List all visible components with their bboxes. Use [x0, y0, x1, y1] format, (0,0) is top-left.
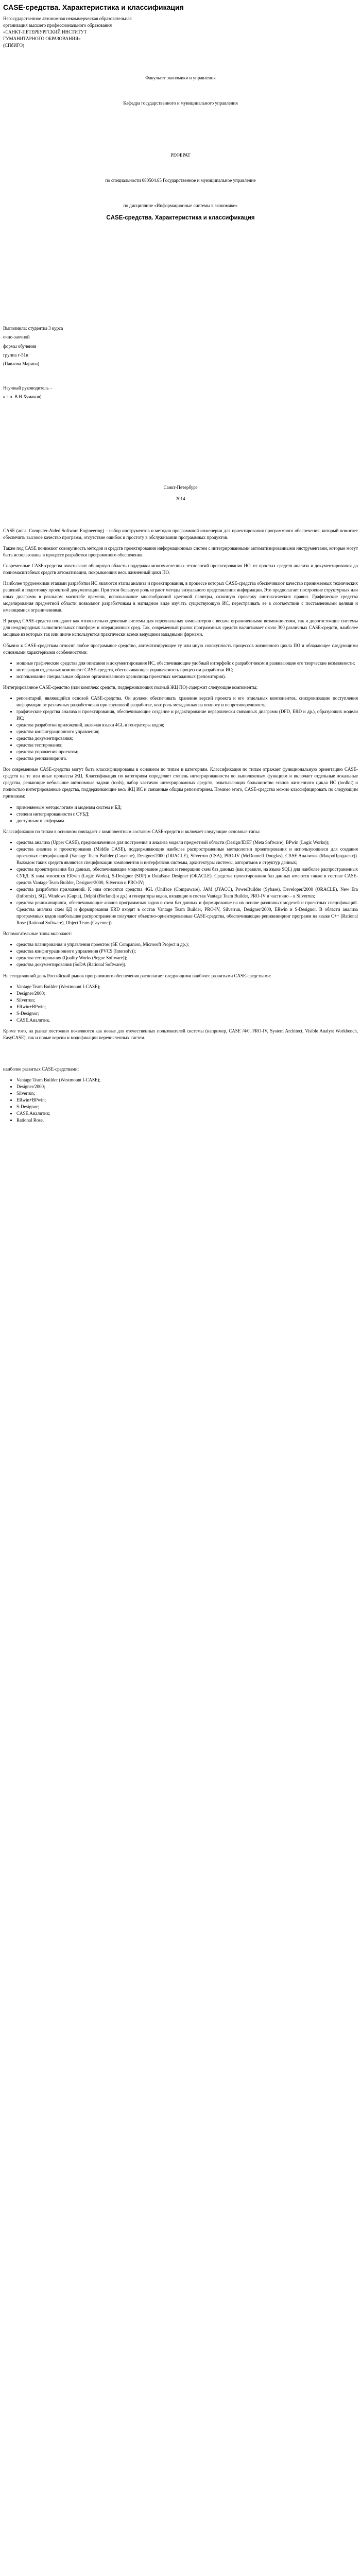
list-item: • средства тестирования (Quality Works (Segue Software));	[16, 955, 358, 961]
list-item: • ERwin+BPwin;	[16, 1004, 358, 1010]
paragraph: Обычно к CASE-средствам относят любое программное средство, автоматизирующее ту или иную совокупность процессов жизненного цикла ПО и обладающее следующими основными характерными особенностями:	[3, 642, 358, 655]
developed-list	[3, 1077, 358, 1124]
list-item: • Vantage Team Builder (Westmount I-CASE);	[16, 1077, 358, 1083]
document-page	[0, 0, 361, 1124]
student-line: (Павлова Марина)	[3, 361, 40, 366]
list-item: • ERwin+BPwin;	[16, 1097, 358, 1104]
list-item: • Silverrun;	[16, 997, 358, 1004]
list-item: • средства анализа (Upper CASE), предназначенные для построения и анализа модели предметной области (Design/IDEF (Meta Software), BPwin (Logic Works));	[16, 839, 358, 846]
list-item: • CASE.Аналитик.	[16, 1017, 358, 1024]
city: Санкт-Петербург	[163, 484, 198, 490]
list-item: • средства проектирования баз данных, обеспечивающие моделирование данных и генерацию схем баз данных (как правило, на языке SQL) для наиболее распространенных СУБД. К ним относятся ERwin (Logic Works), S-Designor (SDP) и DataBase Designer (ORACLE). Средства проектирования баз данных имеются также в составе CASE-средств Vantage Team Builder, Designer/2000, Silverrun и PRO-IV;	[16, 866, 358, 886]
specialty: по специальности 080504.65 Государственное и муниципальное управление	[105, 177, 256, 183]
list-item: • средства разработки приложений, включая языки 4GL и генераторы кодов;	[16, 722, 358, 728]
list-item: • использование специальным образом организованного хранилища проектных метаданных (репозитория).	[16, 673, 358, 680]
list-item: • средства конфигурационного управления (PVCS (Intersolv));	[16, 948, 358, 955]
header-line: «САНКТ-ПЕТЕРБУРГСКИЙ ИНСТИТУТ	[3, 29, 87, 35]
list-item: • средства планирования и управления проектом (SE Companion, Microsoft Project и др.);	[16, 941, 358, 948]
student-line: очно-заочной	[3, 334, 30, 340]
institution-header	[3, 15, 358, 49]
paragraph: Наиболее трудоемкими этапами разработки ИС являются этапы анализа и проектирования, в процессе которых CASE-средства обеспечивают качество принимаемых технических решений и подготовку проектной документации. При этом большую роль играют методы визуального представления информации. Это предполагает построение структурных или иных диаграмм в реальном масштабе времени, использование многообразной цветовой палитры, сквозную проверку синтаксических правил. Графические средства моделирования предметной области позволяют разработчикам в наглядном виде изучать существующую ИС, перестраивать ее в соответствии с поставленными целями и имеющимися ограничениями.	[3, 581, 358, 613]
list-item: • Designer/2000;	[16, 1083, 358, 1090]
market-list	[3, 984, 358, 1024]
supervisor-block	[3, 385, 358, 400]
year: 2014	[176, 496, 185, 501]
list-item: • средства реинжиниринга, обеспечивающие анализ программных кодов и схем баз данных и формирование на их основе различных моделей и проектных спецификаций. Средства анализа схем БД и формирования ERD входят в состав Vantage Team Builder, PRO-IV, Silverrun, Designer/2000, ERwin и S-Designor. В области анализа программных кодов наибольшее распространение получают объектно-ориентированные CASE-средства, обеспечивающие реинжиниринг программ на языке С++ (Rational Rose (Rational Software), Object Team (Cayenne)).	[16, 900, 358, 926]
list-item: • графические средства анализа и проектирования, обеспечивающие создание и редактирование иерархически связанных диаграмм (DFD, ERD и др.), образующих модели ИС;	[16, 708, 358, 722]
list-item: • степени интегрированности с СУБД;	[16, 811, 358, 818]
paragraph: Кроме того, на рынке постоянно появляются как новые для отечественных пользователей системы (например, CASE /4/0, PRO-IV, System Architect, Visible Analyst Workbench, EasyCASE), так и новые версии и модификации перечисленных систем.	[3, 1028, 358, 1040]
types-list	[3, 839, 358, 927]
paragraph: наиболее развитых CASE-средствами:	[3, 1066, 79, 1072]
list-item: • Rational Rose.	[16, 1117, 358, 1124]
document-title: CASE-средства. Характеристика и классификация	[3, 3, 184, 11]
list-item: • S-Designor;	[16, 1104, 358, 1110]
paragraph: Вспомогательные типы включают:	[3, 931, 72, 937]
list-item: • CASE.Аналитик;	[16, 1110, 358, 1117]
header-line: Негосударственное автономная некоммерческая образовательная	[3, 16, 132, 22]
student-line: формы обучения	[3, 343, 37, 349]
supervisor-line: Научный руководитель –	[3, 385, 53, 391]
header-line: (СПбИГО)	[3, 43, 25, 48]
header-line: организация высшего профессионального образования	[3, 23, 112, 28]
list-item: • Silverrun;	[16, 1090, 358, 1097]
paragraph: В разряд CASE-средств попадают как относительно дешевые системы для персональных компьютеров с весьма ограниченными возможностями, так и дорогостоящие системы для неоднородных вычислительных платформ и операционных сред. Так, современный рынок программных средств насчитывает около 300 различных CASE-средств, наиболее мощные из которых так или иначе используются практически всеми ведущими западными фирмами.	[3, 618, 358, 637]
header-line: ГУМАНИТАРНОГО ОБРАЗОВАНИЯ»	[3, 36, 81, 42]
supervisor-line: к.э.н. В.Н.Хумаков)	[3, 394, 42, 399]
student-line: группа г-51и	[3, 352, 28, 358]
list-item: • средства тестирования;	[16, 742, 358, 749]
paragraph: На сегодняшний день Российский рынок программного обеспечения располагает следующими наиболее развитыми CASE-средствами:	[3, 973, 271, 978]
document-body	[3, 528, 358, 1124]
list-item: • Vantage Team Builder (Westmount I-CASE);	[16, 984, 358, 990]
paragraph: Интегрированное CASE-средство (или комплекс средств, поддерживающих полный ЖЦ ПО) содержит следующие компоненты;	[3, 684, 258, 690]
list-item: • интеграция отдельных компонент CASE-средств, обеспечивающая управляемость процессом разработки ИС;	[16, 667, 358, 673]
main-title: CASE-средства. Характеристика и классификация	[106, 214, 255, 221]
faculty: Факультет экономики и управления	[145, 75, 216, 80]
features-list	[3, 660, 358, 680]
student-block	[3, 325, 358, 367]
paragraph: Также под CASE понимают совокупность методов и средств проектирования информационных систем с интегрированными автоматизированными инструментами, которые могут быть использованы в процессе разработки программного обеспечения.	[3, 545, 358, 557]
paragraph: CASE (англ. Computer-Aided Software Engineering) – набор инструментов и методов программной инженерии для проектирования программного обеспечения, который помогает обеспечить высокое качество программ, отсутствие ошибок и простоту в обслуживании программных продуктов.	[3, 528, 358, 540]
discipline: по дисциплине «Информационные системы в экономике»	[123, 202, 238, 208]
paragraph: Классификация по типам в основном совпадает с компонентным составом CASE-средств и включает следующие основные типы:	[3, 828, 260, 834]
list-item: • мощные графические средства для описания и документирования ИС, обеспечивающие удобный интерфейс с разработчиком и развивающие его творческие возможности;	[16, 660, 358, 667]
list-item: • S-Designor;	[16, 1010, 358, 1017]
paragraph: Все современные CASE-средства могут быть классифицированы в основном по типам и категориям. Классификация по типам отражает функциональную ориентацию CASE-средств на те или иные процессы ЖЦ. Классификация по категориям определяет степень интегрированности по выполняемым функциям и включает отдельные локальные средства, решающие небольшие автономные задачи (tools), набор частично интегрированных средств, охватывающих большинство этапов жизненного цикла ИС (toolkit) и полностью интегрированные средства, поддерживающие весь ЖЦ ИС и связанные общим репозиторием. Помимо этого, CASE-средства можно классифицировать по следующим признакам:	[3, 767, 358, 799]
list-item: • средства анализа и проектирования (Middle CASE), поддерживающие наиболее распространенные методологии проектирования и использующиеся для создания проектных спецификаций (Vantage Team Builder (Cayenne), Designer/2000 (ORACLE), Silverrun (CSA), PRO-IV (McDonnell Douglas), CASE.Аналитик (МакроПроджект)). Выходом таких средств являются спецификации компонентов и интерфейсов системы, архитектуры системы, алгоритмов и структур данных;	[16, 846, 358, 866]
list-item: • средства реинжиниринга.	[16, 755, 358, 762]
list-item: • средства управления проектом;	[16, 749, 358, 755]
list-item: • репозитарий, являющийся основой CASE-средства. Он должен обеспечивать хранение версий проекта и его отдельных компонентов, синхронизацию поступления информации от различных разработчиков при групповой разработке, контроль метаданных на полноту и непротиворечивость;	[16, 695, 358, 708]
signs-list	[3, 804, 358, 824]
list-item: • средства документирования (SoDA (Rational Software)).	[16, 961, 358, 968]
title-page	[3, 49, 358, 528]
list-item: • средства документирования;	[16, 735, 358, 742]
referat-label: РЕФЕРАТ	[170, 152, 191, 158]
aux-types-list	[3, 941, 358, 968]
paragraph: Современные CASE-средства охватывают обширную область поддержки многочисленных технологий проектирования ИС: от простых средств анализа и документирования до полномасштабных средств автоматизации, покрывающих весь жизненный цикл ПО.	[3, 563, 358, 575]
department: Кафедра государственного и муниципального управления	[123, 100, 238, 106]
list-item: • доступным платформам.	[16, 818, 358, 824]
list-item: • применяемым методологиям и моделям систем и БД;	[16, 804, 358, 811]
student-line: Выполнила: студентка 3 курса	[3, 326, 63, 331]
list-item: • средства разработки приложений. К ним относятся средства 4GL (Uniface (Compuware), JAM (JYACC), PowerBuilder (Sybase), Developer/2000 (ORACLE), New Era (Informix), SQL Windows (Gupta), Delphi (Borland) и др.) и генераторы кодов, входящие в состав Vantage Team Builder, PRO-IV и частично – в Silverrun;	[16, 886, 358, 900]
components-list	[3, 695, 358, 762]
list-item: • средства конфигурационного управления;	[16, 728, 358, 735]
list-item: • Designer/2000;	[16, 990, 358, 997]
